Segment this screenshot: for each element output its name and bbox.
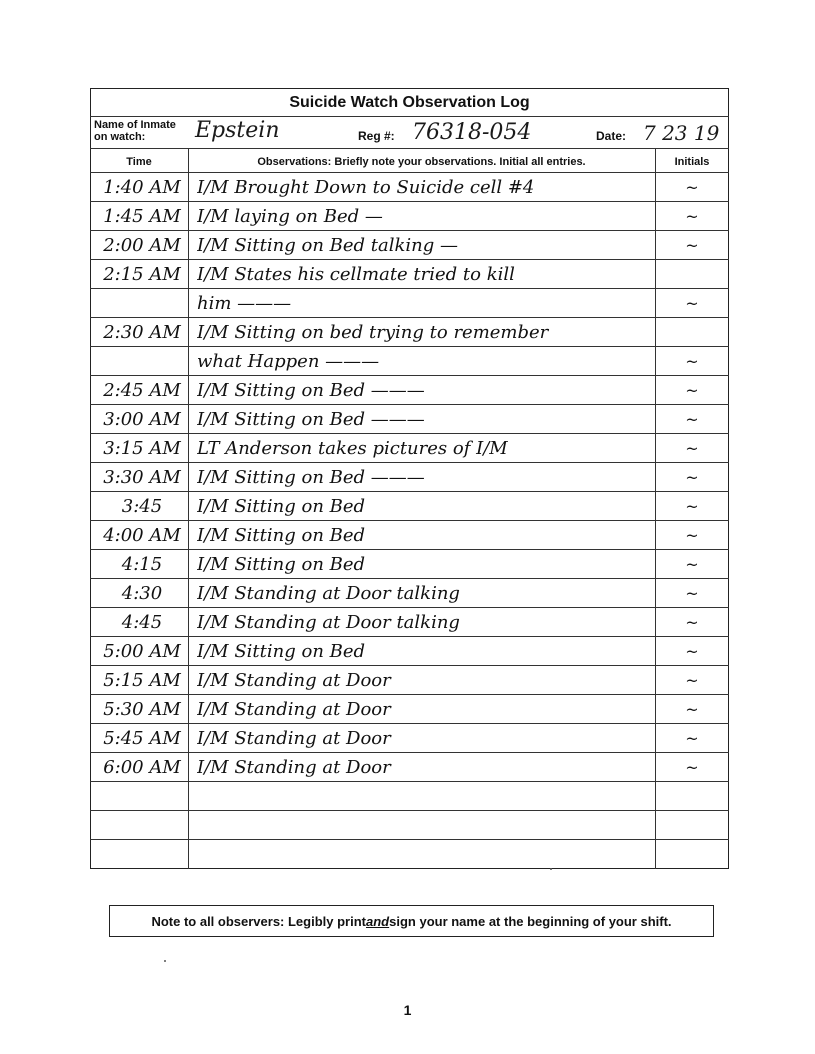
row-observation: I/M Standing at Door talking [197,583,460,604]
page-number: 1 [403,1002,412,1018]
row-observation: I/M laying on Bed — [197,206,383,227]
row-initials: ~ [685,671,699,690]
reg-label: Reg #: [358,129,395,143]
row-line [90,694,729,695]
row-initials: ~ [685,700,699,719]
row-line [90,723,729,724]
date-label: Date: [596,129,627,143]
row-observation: I/M Standing at Door [197,699,391,720]
row-time: 2:00 AM [103,235,181,256]
row-observation: I/M Sitting on Bed ——— [197,380,425,401]
row-observation: I/M Sitting on Bed ——— [197,409,425,430]
row-line [90,172,729,173]
row-observation: I/M Sitting on Bed talking — [197,235,458,256]
row-observation: I/M States his cellmate tried to kill [197,264,515,285]
observations-column-header: Observations: Briefly note your observations. Initial all entries. [257,156,586,168]
row-initials: ~ [685,642,699,661]
name-divider [90,148,729,149]
row-time: 5:45 AM [103,728,181,749]
row-observation: I/M Sitting on Bed [197,554,366,575]
row-observation: I/M Brought Down to Suicide cell #4 [197,177,535,198]
row-time: 3:30 AM [103,467,181,488]
row-time: 6:00 AM [103,757,181,778]
row-line [90,259,729,260]
row-observation: I/M Standing at Door talking [197,612,460,633]
row-time: 4:45 [121,612,163,633]
date-value: 7 23 19 [643,121,720,145]
row-time: 2:45 AM [103,380,181,401]
row-initials: ~ [685,758,699,777]
row-line [90,520,729,521]
row-observation: I/M Sitting on Bed [197,525,366,546]
row-initials: ~ [685,381,699,400]
row-line [90,781,729,782]
inmate-name-label: Name of Inmate on watch: [94,119,176,143]
row-initials: ~ [685,526,699,545]
row-initials: ~ [685,584,699,603]
row-initials: ~ [685,178,699,197]
row-initials: ~ [685,468,699,487]
row-time: 2:15 AM [103,264,181,285]
row-initials: ~ [685,236,699,255]
row-time: 5:15 AM [103,670,181,691]
observer-note [109,905,714,937]
reg-value: 76318-054 [412,120,532,145]
row-line [90,201,729,202]
row-observation: I/M Sitting on bed trying to remember [197,322,549,343]
row-time: 3:00 AM [103,409,181,430]
row-observation: him ——— [197,293,292,314]
row-line [90,665,729,666]
row-observation: I/M Standing at Door [197,670,391,691]
row-line [90,549,729,550]
row-time: 4:15 [121,554,163,575]
row-time: 1:40 AM [103,177,181,198]
row-initials: ~ [685,410,699,429]
row-initials: ~ [685,613,699,632]
note-emphasis: and [366,913,390,929]
row-time: 5:00 AM [103,641,181,662]
note-suffix: sign your name at the beginning of your shift. [389,913,672,929]
row-line [90,462,729,463]
row-observation: I/M Standing at Door [197,757,391,778]
time-column-divider [188,148,189,869]
row-line [90,636,729,637]
row-initials: ~ [685,497,699,516]
initials-column-header: Initials [674,156,710,168]
row-time: 5:30 AM [103,699,181,720]
initials-column-divider [655,148,656,869]
row-line [90,578,729,579]
row-initials: ~ [685,352,699,371]
scan-speck [164,960,166,962]
row-line [90,491,729,492]
row-line [90,433,729,434]
note-prefix: Note to all observers: Legibly print [151,913,366,929]
row-observation: LT Anderson takes pictures of I/M [197,438,508,459]
row-line [90,810,729,811]
row-observation: what Happen ——— [197,351,380,372]
row-initials: ~ [685,207,699,226]
row-observation: I/M Sitting on Bed ——— [197,467,425,488]
row-time: 3:45 [121,496,163,517]
row-line [90,839,729,840]
inmate-name-value: Epstein [195,118,280,143]
row-line [90,317,729,318]
row-line [90,230,729,231]
row-line [90,404,729,405]
row-line [90,375,729,376]
row-time: 2:30 AM [103,322,181,343]
row-observation: I/M Standing at Door [197,728,391,749]
row-line [90,607,729,608]
row-observation: I/M Sitting on Bed [197,641,366,662]
row-initials: ~ [685,729,699,748]
form-title: Suicide Watch Observation Log [289,94,530,111]
title-divider [90,116,729,117]
row-initials: ~ [685,294,699,313]
row-line [90,752,729,753]
row-time: 3:15 AM [103,438,181,459]
row-time: 4:30 [121,583,163,604]
row-observation: I/M Sitting on Bed [197,496,366,517]
row-line [90,288,729,289]
scan-speck [550,868,552,870]
row-time: 4:00 AM [103,525,181,546]
row-line [90,346,729,347]
row-initials: ~ [685,555,699,574]
row-initials: ~ [685,439,699,458]
time-column-header: Time [126,156,152,168]
row-time: 1:45 AM [103,206,181,227]
